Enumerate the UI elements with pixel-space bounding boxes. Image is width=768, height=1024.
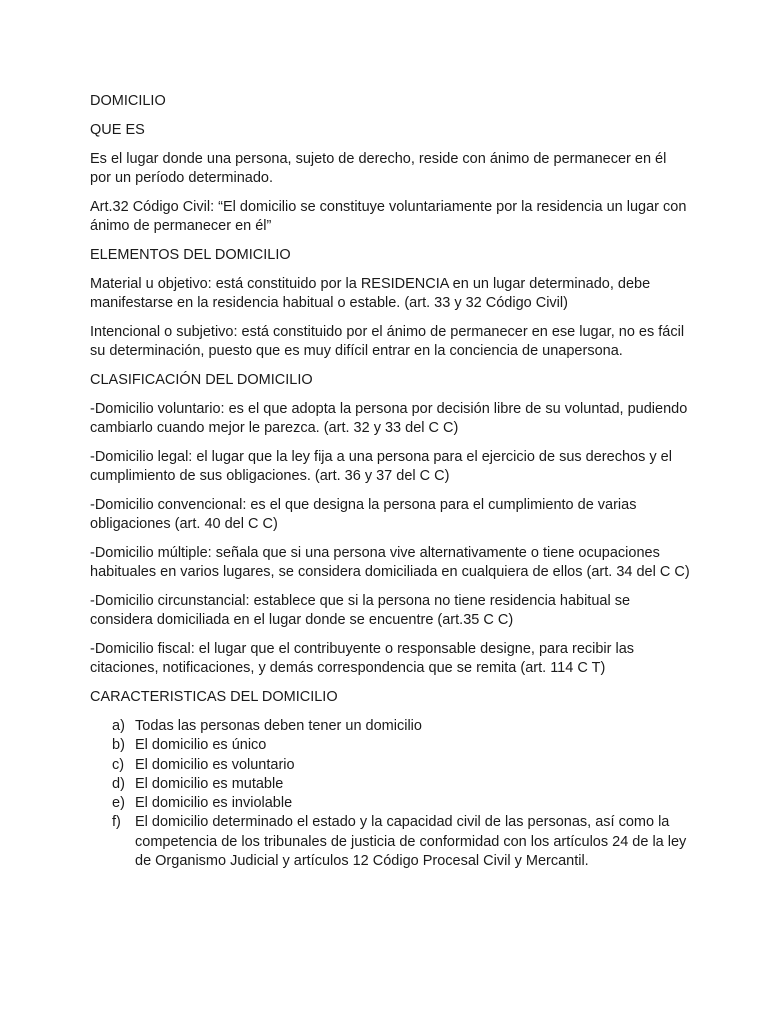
list-item-text: El domicilio determinado el estado y la capacidad civil de las personas, así como la competencia de los tribunales de justicia de conformidad con los artículos 24 de la ley de Organismo Judicial y artículos 12 Código Procesal Civil y Mercantil. [135,814,687,870]
paragraph-domicilio-multiple: -Domicilio múltiple: señala que si una persona vive alternativamente o tiene ocupaciones habituales en varios lugares, se considera domiciliada en cualquiera de ellos (art. 34 del C C) [90,545,690,580]
list-item [90,756,690,775]
list-item [90,775,690,794]
list-item [90,717,690,736]
list-marker: e) [112,795,125,812]
paragraph-material: Material u objetivo: está constituido por la RESIDENCIA en un lugar determinado, debe manifestarse en la residencia habitual o estable. (art. 33 y 32 Código Civil) [90,276,651,311]
paragraph-domicilio-legal: -Domicilio legal: el lugar que la ley fija a una persona para el ejercicio de sus derechos y el cumplimiento de sus obligaciones. (art. 36 y 37 del C C) [90,449,672,484]
document-page [90,92,690,871]
section-heading-caracteristicas: CARACTERISTICAS DEL DOMICILIO [90,689,338,705]
paragraph-definition: Es el lugar donde una persona, sujeto de derecho, reside con ánimo de permanecer en él por un período determinado. [90,151,667,186]
paragraph-intencional: Intencional o subjetivo: está constituido por el ánimo de permanecer en ese lugar, no es fácil su determinación, puesto que es muy difícil entrar en la conciencia de unapersona. [90,324,685,359]
list-item-text: El domicilio es inviolable [135,795,293,812]
caracteristicas-list [90,717,690,871]
list-marker: a) [112,718,125,734]
list-marker: c) [112,756,125,773]
list-item-text: El domicilio es mutable [135,775,284,792]
paragraph-domicilio-convencional: -Domicilio convencional: es el que designa la persona para el cumplimiento de varias obligaciones (art. 40 del C C) [90,497,637,532]
list-item [90,813,690,871]
list-item [90,794,690,813]
paragraph-domicilio-fiscal: -Domicilio fiscal: el lugar que el contribuyente o responsable designe, para recibir las citaciones, notificaciones, y demás correspondencia que se remita (art. 114 C T) [90,641,635,676]
list-marker: d) [112,775,125,792]
list-marker: f) [112,814,121,831]
paragraph-domicilio-circunstancial: -Domicilio circunstancial: establece que si la persona no tiene residencia habitual se considera domiciliada en el lugar donde se encuentre (art.35 C C) [90,593,631,628]
section-heading-elementos: ELEMENTOS DEL DOMICILIO [90,247,291,263]
list-item [90,736,690,755]
section-heading-que-es: QUE ES [90,122,145,138]
list-item-text: Todas las personas deben tener un domicilio [135,718,422,734]
list-marker: b) [112,737,125,754]
list-item-text: El domicilio es voluntario [135,756,295,773]
document-title: DOMICILIO [90,93,166,109]
section-heading-clasificacion: CLASIFICACIÓN DEL DOMICILIO [90,372,313,388]
paragraph-domicilio-voluntario: -Domicilio voluntario: es el que adopta la persona por decisión libre de su voluntad, pudiendo cambiarlo cuando mejor le parezca. (art. 32 y 33 del C C) [90,401,688,436]
paragraph-art-32: Art.32 Código Civil: “El domicilio se constituye voluntariamente por la residencia un lugar con ánimo de permanecer en él” [90,199,687,234]
list-item-text: El domicilio es único [135,737,267,754]
